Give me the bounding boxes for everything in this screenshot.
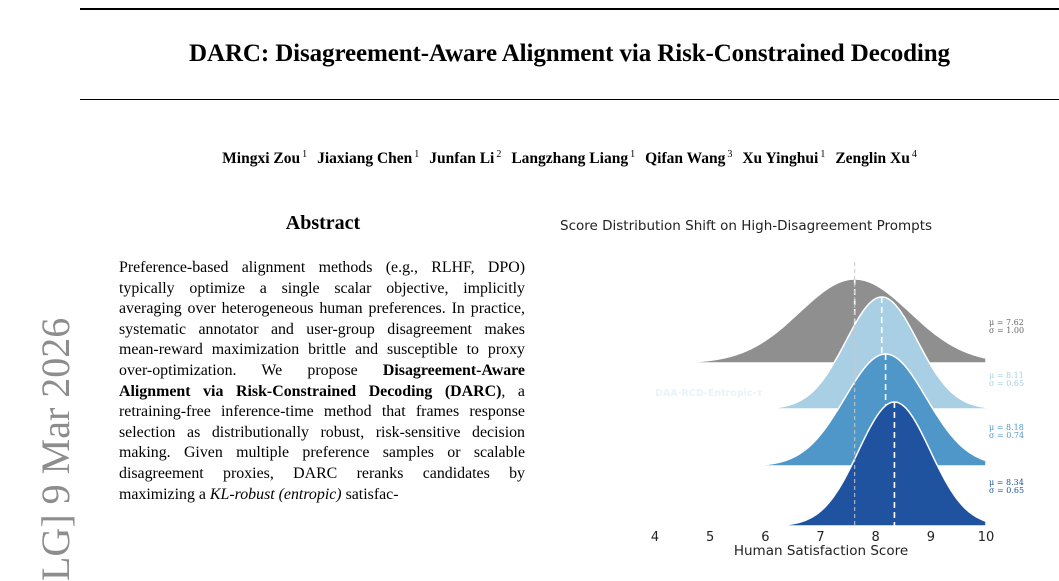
series-label-3: DAA-RCD-Entropic: [655, 443, 753, 454]
author-affiliation: 4: [911, 149, 917, 160]
author-affiliation: 1: [820, 149, 826, 160]
x-tick-label: 6: [761, 530, 770, 545]
x-tick-label: 8: [871, 530, 880, 545]
ridge-labels: [655, 339, 763, 506]
series-label-2: DAA-RCD-Entropic-τ: [655, 388, 763, 399]
series-sigma-stat-3: σ = 0.74: [989, 431, 1025, 440]
author-affiliation: 1: [414, 149, 420, 160]
x-tick-label: 9: [926, 530, 935, 545]
author-affiliation: 1: [630, 149, 636, 160]
abstract-heading: Abstract: [285, 212, 361, 234]
abstract-segment: Preference-based alignment methods (e.g., RLHF, DPO) typically optimize a single scalar objective, implicitly averaging over heterogeneous human preferences. In practice, systematic annotator and user-group disagreement makes mean-reward maximization brittle and susceptible to proxy over-optimization. We propose: [119, 259, 525, 379]
author-name: Jiaxiang Chen: [317, 150, 413, 168]
series-sigma-stat-4: σ = 0.65: [989, 486, 1025, 495]
series-mean-stat-3: μ = 8.18: [989, 423, 1024, 432]
series-mean-stat-4: μ = 8.34: [989, 478, 1024, 487]
author-name: Zenglin Xu: [835, 150, 910, 168]
author-affiliation: 2: [496, 149, 502, 160]
author-affiliation: 1: [302, 149, 308, 160]
ridge-stats: [989, 318, 1024, 495]
x-tick-label: 4: [650, 530, 660, 545]
series-label-4: DAA-RCD-Entropic-ε: [655, 495, 762, 506]
author-affiliation: 3: [727, 149, 733, 160]
abstract-segment: satisfac-: [341, 485, 399, 503]
ridge-area-1: [655, 279, 986, 363]
series-label-1: Base (Best-of-K): [655, 339, 743, 350]
author-name: Mingxi Zou: [222, 150, 301, 168]
series-sigma-stat-2: σ = 0.65: [989, 379, 1025, 388]
paper-title: DARC: Disagreement-Aware Alignment via Risk-Constrained Decoding: [189, 40, 950, 67]
arxiv-stamp-text: LG] 9 Mar 2026: [33, 317, 78, 581]
x-axis-label: Human Satisfaction Score: [733, 543, 909, 559]
x-tick-label: 10: [977, 530, 995, 545]
abstract-segment: KL-robust (entropic): [209, 485, 342, 503]
x-tick-label: 7: [816, 530, 825, 545]
author-name: Qifan Wang: [645, 150, 726, 168]
author-name: Langzhang Liang: [511, 150, 629, 168]
figure-title: Score Distribution Shift on High-Disagreement Prompts: [560, 218, 933, 234]
abstract-segment: Disagreement-Aware Alignment via Risk-Constrained Decoding (DARC): [119, 361, 525, 400]
author-name: Junfan Li: [429, 150, 495, 168]
series-sigma-stat-1: σ = 1.00: [989, 326, 1025, 335]
series-mean-stat-1: μ = 7.62: [989, 318, 1024, 327]
series-mean-stat-2: μ = 8.11: [989, 371, 1024, 380]
abstract-segment: , a retraining-free inference-time method that frames response selection as distributionally robust, risk-sensitive decision making. Given multiple preference samples or scalable disagreement proxies, DARC reranks candidates by maximizing a: [119, 382, 525, 503]
author-name: Xu Yinghui: [742, 150, 819, 168]
x-tick-label: 5: [706, 530, 715, 545]
